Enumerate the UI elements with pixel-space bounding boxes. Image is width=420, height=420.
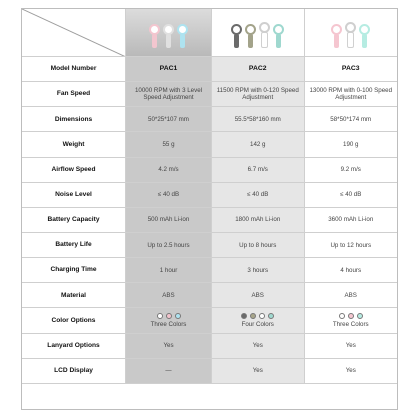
corner-cell [22, 9, 126, 57]
fan-handle-icon [248, 34, 253, 48]
fan-handle-icon [180, 34, 185, 48]
fan-illustration [177, 24, 188, 48]
fan-handle-icon [334, 34, 339, 48]
color-swatch-icon [157, 313, 163, 319]
color-swatch-icon [357, 313, 363, 319]
spec-value: Up to 2.5 hours [126, 233, 212, 258]
color-options-text: Three Colors [150, 320, 187, 328]
row-label: Airflow Speed [22, 158, 126, 183]
spec-value: ABS [305, 283, 398, 308]
fan-head-icon [273, 24, 284, 35]
row-label: Lanyard Options [22, 334, 126, 359]
color-options-text: Three Colors [332, 320, 369, 328]
model-number-label: Model Number [22, 57, 126, 82]
spec-value: 9.2 m/s [305, 158, 398, 183]
spec-value: Yes [305, 359, 398, 384]
spec-value: 4 hours [305, 258, 398, 283]
fan-head-icon [177, 24, 188, 35]
spec-value: 58*50*174 mm [305, 107, 398, 132]
fan-illustration [359, 24, 370, 48]
spec-value: 4.2 m/s [126, 158, 212, 183]
row-label: Material [22, 283, 126, 308]
color-swatch-icon [268, 313, 274, 319]
row-label: Battery Capacity [22, 208, 126, 233]
fan-illustration [149, 24, 160, 48]
color-options-text: Four Colors [241, 320, 274, 328]
color-swatch-icon [166, 313, 172, 319]
spec-value [305, 308, 398, 333]
model-pac2: PAC2 [212, 57, 305, 82]
spec-value: 1 hour [126, 258, 212, 283]
color-swatches [241, 313, 274, 319]
spec-value: 190 g [305, 132, 398, 157]
fan-head-icon [331, 24, 342, 35]
spec-value: ABS [126, 283, 212, 308]
spec-value: 3600 mAh Li-ion [305, 208, 398, 233]
fan-illustration [345, 22, 356, 48]
color-swatch-icon [259, 313, 265, 319]
fan-illustration [231, 24, 242, 48]
fan-handle-icon [347, 32, 354, 48]
row-label: Color Options [22, 308, 126, 333]
spec-value: Yes [212, 334, 305, 359]
row-label: Fan Speed [22, 82, 126, 107]
color-swatch-icon [241, 313, 247, 319]
product-image-pac3 [305, 9, 398, 57]
color-swatch-icon [175, 313, 181, 319]
spec-value: Yes [126, 334, 212, 359]
fan-handle-icon [261, 32, 268, 48]
fan-handle-icon [234, 34, 239, 48]
fan-handle-icon [152, 34, 157, 48]
spec-value: 500 mAh Li-ion [126, 208, 212, 233]
fan-handle-icon [276, 34, 281, 48]
spec-value [212, 308, 305, 333]
spec-value: Yes [212, 359, 305, 384]
product-image-pac1 [126, 9, 212, 57]
color-swatch-icon [339, 313, 345, 319]
spec-value: Up to 8 hours [212, 233, 305, 258]
row-label: Weight [22, 132, 126, 157]
fan-handle-icon [362, 34, 367, 48]
spec-value: Yes [305, 334, 398, 359]
spec-value: 13000 RPM with 0-100 Speed Adjustment [305, 82, 398, 107]
fan-illustration [163, 24, 174, 48]
spec-value: 6.7 m/s [212, 158, 305, 183]
fan-handle-icon [166, 34, 171, 48]
row-label: Charging Time [22, 258, 126, 283]
spec-value: ≤ 40 dB [305, 183, 398, 208]
spec-value: ABS [212, 283, 305, 308]
model-pac3: PAC3 [305, 57, 398, 82]
spec-value [126, 308, 212, 333]
diagonal-divider [22, 9, 126, 57]
spec-value: ≤ 40 dB [126, 183, 212, 208]
fan-head-icon [231, 24, 242, 35]
color-swatch-icon [348, 313, 354, 319]
fan-head-icon [359, 24, 370, 35]
spec-value: 55 g [126, 132, 212, 157]
fan-head-icon [259, 22, 270, 33]
spec-value: 10000 RPM with 3 Level Speed Adjustment [126, 82, 212, 107]
spec-value: 142 g [212, 132, 305, 157]
spec-value: Up to 12 hours [305, 233, 398, 258]
color-swatch-icon [250, 313, 256, 319]
fan-head-icon [163, 24, 174, 35]
row-label: Battery Life [22, 233, 126, 258]
spec-value: — [126, 359, 212, 384]
fan-illustration [273, 24, 284, 48]
fan-head-icon [149, 24, 160, 35]
spec-value: 55.5*58*160 mm [212, 107, 305, 132]
spec-value: 50*25*107 mm [126, 107, 212, 132]
row-label: Dimensions [22, 107, 126, 132]
row-label: LCD Display [22, 359, 126, 384]
spec-value: 3 hours [212, 258, 305, 283]
spec-value: 1800 mAh Li-ion [212, 208, 305, 233]
fan-head-icon [345, 22, 356, 33]
color-swatches [157, 313, 181, 319]
pac3-fans [331, 18, 370, 48]
fan-illustration [331, 24, 342, 48]
row-label: Noise Level [22, 183, 126, 208]
pac2-fans [231, 18, 284, 48]
product-image-pac2 [212, 9, 305, 57]
pac1-fans [149, 18, 188, 48]
spec-value: ≤ 40 dB [212, 183, 305, 208]
color-swatches [339, 313, 363, 319]
model-pac1: PAC1 [126, 57, 212, 82]
fan-head-icon [245, 24, 256, 35]
spec-value: 11500 RPM with 0-120 Speed Adjustment [212, 82, 305, 107]
fan-illustration [259, 22, 270, 48]
comparison-table [21, 8, 398, 410]
fan-illustration [245, 24, 256, 48]
